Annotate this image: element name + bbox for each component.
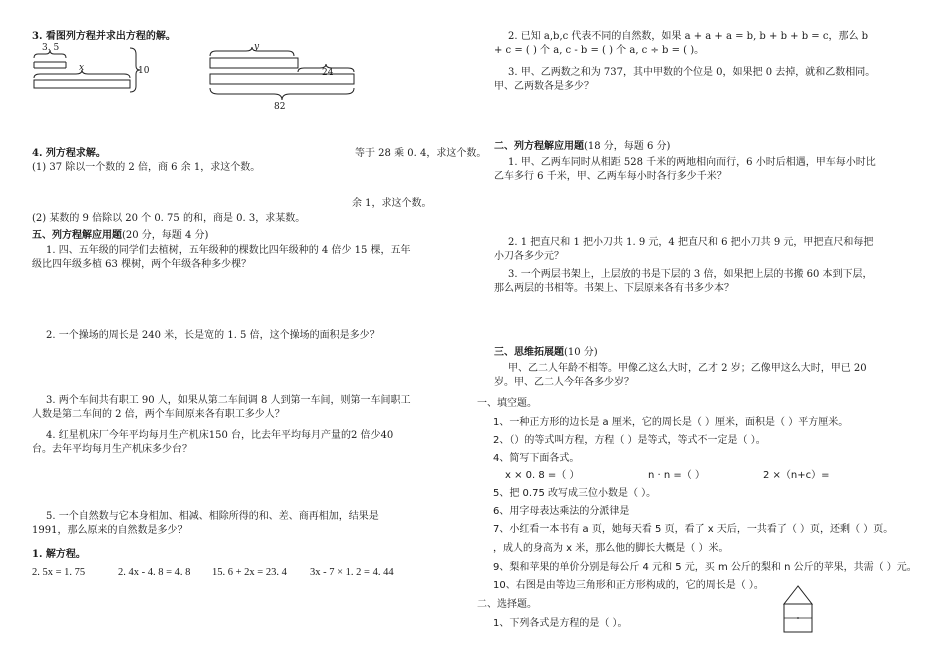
section5-heading: [32, 229, 208, 243]
equation-2: 2. 4x - 4. 8 = 4. 8: [118, 567, 191, 578]
section3-heading: [494, 346, 598, 360]
bar-diagram-2: [206, 46, 356, 108]
diagram2-top-label: y: [254, 42, 260, 52]
left-q4-part2: (2) 某数的 9 倍除以 20 个 0. 75 的和，商是 0. 3，求某数。: [32, 213, 306, 224]
diagram1-mid-label: x: [79, 63, 85, 73]
section3-title: 三、思维拓展题: [494, 347, 564, 358]
section5-q1: 1. 四、五年级的同学们去植树，五年级种的棵数比四年级种的 4 倍少 15 棵，五年级比四年级多植 63 棵树，两个年级各种多少棵？: [32, 245, 411, 270]
section2-q3: 3. 一个两层书架上，上层放的书是下层的 3 倍，如果把上层的书搬 60 本到下层，那么两层的书相等。书架上、下层原来各有书多少本？: [494, 269, 873, 294]
section2-title: 二、列方程解应用题: [494, 141, 584, 152]
section2-q1: 1. 甲、乙两车同时从相距 528 千米的两地相向而行，6 小时后相遇，甲车每小时比乙车多行 6 千米，甲、乙两车每小时各行多少千米？: [494, 157, 876, 182]
equation-4: 3x - 7 × 1. 2 = 4. 44: [310, 567, 394, 578]
section2-q2: 2. 1 把直尺和 1 把小刀共 1. 9 元，4 把直尺和 6 把小刀共 9 元，甲把直尺和每把小刀各多少元？: [494, 237, 874, 262]
choice-q1: 1、下列各式是方程的是（ ）。: [493, 618, 628, 629]
fill-item-10: 10、右图是由等边三角形和正方形构成的，它的周长是（ ）。: [493, 580, 764, 591]
equation-3: 15. 6 + 2x = 23. 4: [212, 567, 287, 578]
simplify-expr-2: n · n =（ ）: [648, 470, 705, 481]
section5-q2: 2. 一个操场的周长是 240 米，长是宽的 1. 5 倍，这个操场的面积是多少？: [46, 330, 380, 341]
section2-heading: [494, 140, 670, 154]
left-q4-side-b: 余 1，求这个数。: [352, 198, 432, 209]
left-q4-label: 4. 列方程求解。: [32, 148, 106, 159]
section5-score: (20 分，每题 4 分): [122, 230, 209, 241]
section5-q5: 5. 一个自然数与它本身相加、相减、相除所得的和、差、商再相加，结果是 1991，那么原来的自然数是多少？: [32, 511, 379, 536]
choice-section-title: 二、选择题。: [477, 599, 537, 610]
fill-section-title: 一、填空题。: [477, 398, 537, 409]
diagram1-right-label: 10: [138, 66, 150, 76]
section2-score: (18 分，每题 6 分): [584, 141, 671, 152]
section5-q4: 4. 红星机床厂今年平均每月生产机床150 台，比去年平均每月产量的2 倍少40 台。去年平均每月生产机床多少台？: [32, 430, 394, 455]
section5-title: 五、列方程解应用题: [32, 230, 122, 241]
triangle-square-figure: [780, 584, 816, 640]
diagram2-mid-label: 24: [322, 68, 334, 78]
right-q2: 2. 已知 a,b,c 代表不同的自然数，如果 a + a + a = b, b + b + b = c，那么 b + c = ( ) 个 a, c - b = ( ) 个 a, c ÷ b = ( )。: [494, 31, 869, 56]
fill-item-4: 4、简写下面各式。: [493, 453, 580, 464]
solve-equations-label: 1. 解方程。: [32, 549, 86, 560]
section5-q3: 3. 两个车间共有职工 90 人，如果从第二车间调 8 人到第一车间，则第一车间职工人数是第二车间的 2 倍，两个车间原来各有职工多少人？: [32, 395, 411, 420]
left-q3-label: 3. 看图列方程并求出方程的解。: [32, 31, 176, 42]
fill-item-8: ，成人的身高为 x 米，那么他的脚长大概是（ ）米。: [493, 543, 729, 554]
fill-item-2: 2、（）的等式叫方程，方程（ ）是等式，等式不一定是（ ）。: [493, 435, 766, 446]
diagram2-bottom-label: 82: [274, 102, 286, 112]
right-q3: 3. 甲、乙两数之和为 737，其中甲数的个位是 0，如果把 0 去掉，就和乙数相同。甲、乙两数各是多少？: [494, 67, 876, 92]
fill-item-9: 9、梨和苹果的单价分别是每公斤 4 元和 5 元，买 m 公斤的梨和 n 公斤的苹果，共需（ ）元。: [493, 562, 917, 573]
simplify-expr-3: 2 ×（n+c）=: [763, 470, 830, 481]
fill-item-7: 7、小红看一本书有 a 页，她每天看 5 页，看了 x 天后，一共看了（ ）页，还剩（ ）页。: [493, 524, 894, 535]
diagram1-top-label: 3. 5: [42, 43, 60, 53]
left-q4-part1: (1) 37 除以一个数的 2 倍，商 6 余 1，求这个数。: [32, 162, 261, 173]
left-q4-side-a: 等于 28 乘 0. 4，求这个数。: [355, 148, 487, 159]
equation-1: 2. 5x = 1. 75: [32, 567, 86, 578]
simplify-expr-1: x × 0. 8 =（ ）: [505, 470, 580, 481]
section3-question: 甲、乙二人年龄不相等。甲像乙这么大时，乙才 2 岁；乙像甲这么大时，甲已 20 岁。甲、乙二人今年各多少岁？: [494, 363, 867, 388]
section3-score: (10 分): [564, 347, 598, 358]
fill-item-5: 5、把 0.75 改写成三位小数是（ ）。: [493, 488, 657, 499]
fill-item-6: 6、用字母表达乘法的分派律是: [493, 506, 630, 517]
fill-item-1: 1、一种正方形的边长是 a 厘米，它的周长是（ ）厘米，面积是（ ）平方厘米。: [493, 417, 849, 428]
